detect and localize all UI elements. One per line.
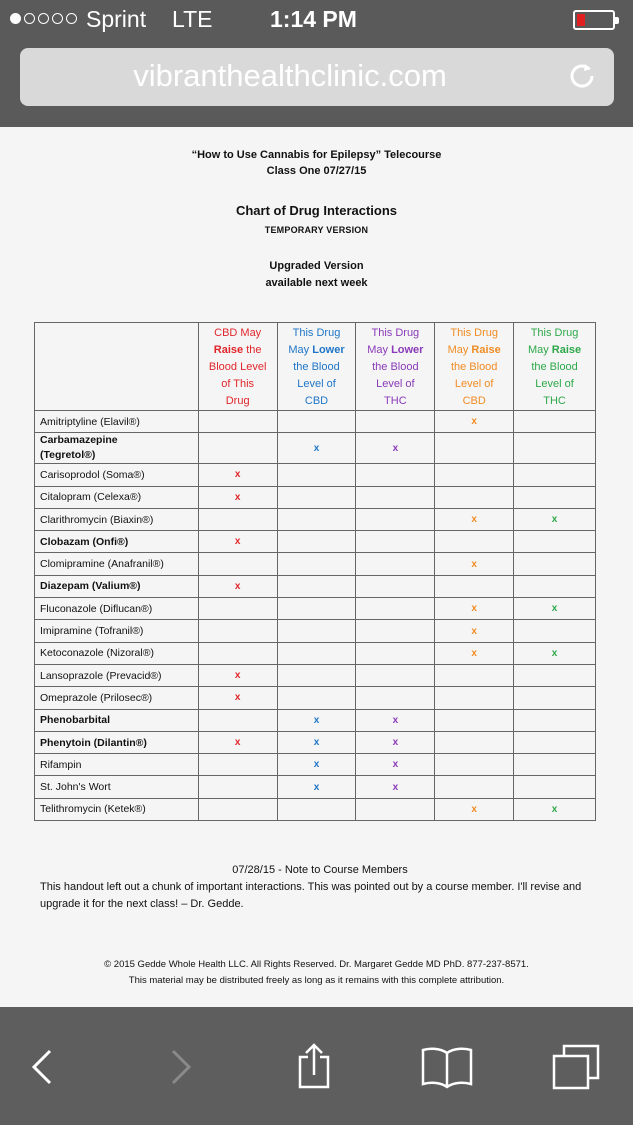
interaction-mark: x <box>392 442 399 454</box>
interaction-cell <box>514 776 596 798</box>
interaction-cell <box>277 553 356 575</box>
table-row <box>35 575 596 597</box>
interaction-cell <box>356 709 435 731</box>
interaction-mark: x <box>313 714 320 726</box>
interaction-cell <box>356 776 435 798</box>
note-heading: 07/28/15 - Note to Course Members <box>232 864 408 876</box>
table-row <box>35 620 596 642</box>
interaction-mark: x <box>392 737 399 748</box>
copyright-notice <box>40 957 593 989</box>
network-type: LTE <box>172 6 213 32</box>
interaction-cell <box>435 508 514 530</box>
interaction-cell <box>514 486 596 508</box>
share-icon[interactable] <box>294 1041 334 1091</box>
drug-name-cell: Rifampin <box>35 754 199 776</box>
drug-name-cell: Telithromycin (Ketek®) <box>35 798 199 820</box>
interaction-cell <box>435 575 514 597</box>
interaction-cell <box>435 620 514 642</box>
interaction-cell <box>435 731 514 753</box>
course-title-line1: “How to Use Cannabis for Epilepsy” Telecourse <box>191 149 442 161</box>
interaction-cell <box>277 664 356 686</box>
reload-icon[interactable] <box>566 60 598 92</box>
drug-name-cell: Diazepam (Valium®) <box>35 575 199 597</box>
interaction-cell <box>198 776 277 798</box>
interaction-cell <box>356 464 435 486</box>
table-row <box>35 598 596 620</box>
drug-name-cell: Amitriptyline (Elavil®) <box>35 411 199 433</box>
interaction-cell <box>277 411 356 433</box>
interaction-cell <box>356 486 435 508</box>
interaction-mark: x <box>551 514 558 526</box>
interaction-cell <box>198 664 277 686</box>
interaction-mark: x <box>313 442 320 454</box>
interaction-cell <box>435 433 514 464</box>
interaction-cell <box>198 575 277 597</box>
interaction-mark: x <box>471 625 477 637</box>
browser-top-chrome <box>0 0 633 127</box>
interaction-cell <box>277 575 356 597</box>
interaction-cell <box>277 508 356 530</box>
drug-name-cell: Carisoprodol (Soma®) <box>35 464 199 486</box>
table-row <box>35 798 596 820</box>
interaction-cell <box>198 464 277 486</box>
url-text[interactable]: vibranthealthclinic.com <box>133 58 447 93</box>
table-row <box>35 709 596 731</box>
interaction-cell <box>356 731 435 753</box>
drug-name-cell: Ketoconazole (Nizoral®) <box>35 642 199 664</box>
interaction-cell <box>435 687 514 709</box>
interaction-mark: x <box>551 603 558 615</box>
interaction-cell <box>514 687 596 709</box>
col-header-drug-raise-thc: This Drug May Raise the Blood Level of THC <box>514 323 596 411</box>
interaction-mark: x <box>471 647 477 659</box>
interaction-cell <box>277 464 356 486</box>
table-row <box>35 433 596 464</box>
interaction-cell <box>277 798 356 820</box>
interaction-mark: x <box>234 737 241 748</box>
interaction-cell <box>198 486 277 508</box>
interaction-mark: x <box>471 603 477 615</box>
interaction-cell <box>277 731 356 753</box>
interaction-cell <box>277 620 356 642</box>
interaction-cell <box>435 664 514 686</box>
interaction-cell <box>514 754 596 776</box>
interaction-cell <box>514 664 596 686</box>
interaction-cell <box>356 411 435 433</box>
table-row <box>35 508 596 530</box>
interaction-cell <box>277 531 356 553</box>
interaction-cell <box>435 411 514 433</box>
interaction-mark: x <box>471 803 477 815</box>
interaction-cell <box>356 798 435 820</box>
interaction-mark: x <box>234 692 241 704</box>
interaction-cell <box>435 598 514 620</box>
back-arrow-icon[interactable] <box>28 1047 58 1087</box>
interaction-cell <box>198 709 277 731</box>
interaction-cell <box>356 642 435 664</box>
interaction-mark: x <box>234 469 241 481</box>
drug-name-cell: Fluconazole (Diflucan®) <box>35 598 199 620</box>
interaction-cell <box>277 642 356 664</box>
interaction-cell <box>198 531 277 553</box>
table-row <box>35 731 596 753</box>
col-header-drug-lower-thc: This Drug May Lower the Blood Level of THC <box>356 323 435 411</box>
interaction-mark: x <box>392 759 399 771</box>
status-time: 1:14 PM <box>270 6 357 32</box>
interaction-cell <box>198 687 277 709</box>
address-bar[interactable] <box>20 48 614 106</box>
table-row <box>35 464 596 486</box>
interaction-cell <box>356 754 435 776</box>
interaction-cell <box>514 798 596 820</box>
col-header-drug-lower-cbd: This Drug May Lower the Blood Level of CBD <box>277 323 356 411</box>
interaction-cell <box>356 620 435 642</box>
interaction-cell <box>198 642 277 664</box>
drug-name-cell: Clarithromycin (Biaxin®) <box>35 508 199 530</box>
drug-name-cell: Imipramine (Tofranil®) <box>35 620 199 642</box>
table-row <box>35 776 596 798</box>
drug-name-cell: Clobazam (Onfi®) <box>35 531 199 553</box>
interaction-cell <box>198 553 277 575</box>
chart-subtitle: TEMPORARY VERSION <box>264 225 369 235</box>
interaction-cell <box>277 433 356 464</box>
interaction-mark: x <box>471 514 477 526</box>
web-page-content <box>0 127 633 1007</box>
interaction-cell <box>514 598 596 620</box>
interaction-mark: x <box>234 491 241 503</box>
drug-name-cell: Citalopram (Celexa®) <box>35 486 199 508</box>
interaction-mark: x <box>234 580 241 592</box>
interaction-cell <box>277 709 356 731</box>
drug-name-cell: Carbamazepine (Tegretol®) <box>35 433 199 464</box>
interaction-cell <box>435 776 514 798</box>
drug-name-cell: St. John's Wort <box>35 776 199 798</box>
drug-column-header <box>35 323 199 411</box>
interaction-mark: x <box>551 647 558 659</box>
drug-name-cell: Omeprazole (Prilosec®) <box>35 687 199 709</box>
interaction-cell <box>435 486 514 508</box>
interaction-cell <box>356 575 435 597</box>
interaction-mark: x <box>471 558 477 570</box>
interaction-cell <box>356 664 435 686</box>
interaction-cell <box>356 508 435 530</box>
interaction-cell <box>198 508 277 530</box>
table-row <box>35 411 596 433</box>
interaction-cell <box>514 433 596 464</box>
drug-name-cell: Phenytoin (Dilantin®) <box>35 731 199 753</box>
interaction-cell <box>435 709 514 731</box>
drug-name-cell: Lansoprazole (Prevacid®) <box>35 664 199 686</box>
drug-name-cell: Phenobarbital <box>35 709 199 731</box>
interaction-cell <box>198 620 277 642</box>
interaction-mark: x <box>313 759 320 771</box>
forward-arrow-icon[interactable] <box>165 1047 195 1087</box>
interaction-cell <box>514 464 596 486</box>
table-header-row <box>35 323 596 411</box>
interaction-cell <box>198 798 277 820</box>
interaction-cell <box>514 709 596 731</box>
signal-strength-icon <box>10 13 77 24</box>
interaction-cell <box>514 620 596 642</box>
interaction-mark: x <box>392 714 399 726</box>
copyright-line2: This material may be distributed freely as long as it remains with this complete attribution. <box>128 975 505 986</box>
interaction-cell <box>277 598 356 620</box>
drug-name-cell: Clomipramine (Anafranil®) <box>35 553 199 575</box>
table-row <box>35 754 596 776</box>
interaction-mark: x <box>234 670 241 682</box>
chart-title: Chart of Drug Interactions <box>235 203 398 218</box>
table-row <box>35 553 596 575</box>
interaction-mark: x <box>313 737 320 748</box>
interaction-cell <box>514 553 596 575</box>
table-row <box>35 531 596 553</box>
col-header-drug-raise-cbd: This Drug May Raise the Blood Level of CBD <box>435 323 514 411</box>
interaction-cell <box>356 687 435 709</box>
interaction-cell <box>514 575 596 597</box>
interaction-cell <box>514 531 596 553</box>
col-header-cbd-raise-drug: CBD May Raise the Blood Level of This Drug <box>198 323 277 411</box>
table-row <box>35 486 596 508</box>
interaction-cell <box>198 433 277 464</box>
bookmarks-book-icon[interactable] <box>420 1045 474 1089</box>
interaction-mark: x <box>392 781 399 793</box>
interaction-cell <box>435 531 514 553</box>
interaction-cell <box>514 731 596 753</box>
upgrade-line2: available next week <box>265 277 368 289</box>
interaction-cell <box>198 731 277 753</box>
table-body <box>35 411 596 821</box>
course-note <box>40 862 600 913</box>
upgrade-notice <box>0 258 633 292</box>
drug-interactions-table <box>34 322 596 821</box>
carrier-label: Sprint <box>86 6 147 32</box>
interaction-cell <box>514 508 596 530</box>
interaction-cell <box>198 411 277 433</box>
interaction-cell <box>277 776 356 798</box>
status-bar <box>0 0 633 40</box>
interaction-cell <box>356 433 435 464</box>
interaction-cell <box>514 411 596 433</box>
battery-icon <box>573 10 615 30</box>
tabs-icon[interactable] <box>550 1043 602 1093</box>
interaction-mark: x <box>551 803 558 815</box>
interaction-mark: x <box>313 781 320 793</box>
copyright-line1: © 2015 Gedde Whole Health LLC. All Rights Reserved. Dr. Margaret Gedde MD PhD. 877-237-8571. <box>104 959 529 970</box>
course-title <box>0 147 633 179</box>
interaction-cell <box>435 798 514 820</box>
interaction-cell <box>435 553 514 575</box>
browser-bottom-toolbar <box>0 1007 633 1125</box>
upgrade-line1: Upgraded Version <box>269 260 364 272</box>
table-row <box>35 687 596 709</box>
interaction-cell <box>356 598 435 620</box>
course-title-line2: Class One 07/27/15 <box>266 165 367 177</box>
interaction-cell <box>277 687 356 709</box>
interaction-cell <box>514 642 596 664</box>
table-row <box>35 642 596 664</box>
interaction-cell <box>356 531 435 553</box>
interaction-cell <box>356 553 435 575</box>
interaction-cell <box>277 754 356 776</box>
interaction-cell <box>435 642 514 664</box>
interaction-cell <box>435 754 514 776</box>
table-row <box>35 664 596 686</box>
interaction-cell <box>198 754 277 776</box>
interaction-cell <box>277 486 356 508</box>
note-body: This handout left out a chunk of important interactions. This was pointed out by a course member. I'll revise and upgrade it for the next class! – Dr. Gedde. <box>40 881 582 910</box>
interaction-mark: x <box>234 536 241 548</box>
interaction-cell <box>198 598 277 620</box>
interaction-mark: x <box>471 416 477 428</box>
interaction-cell <box>435 464 514 486</box>
